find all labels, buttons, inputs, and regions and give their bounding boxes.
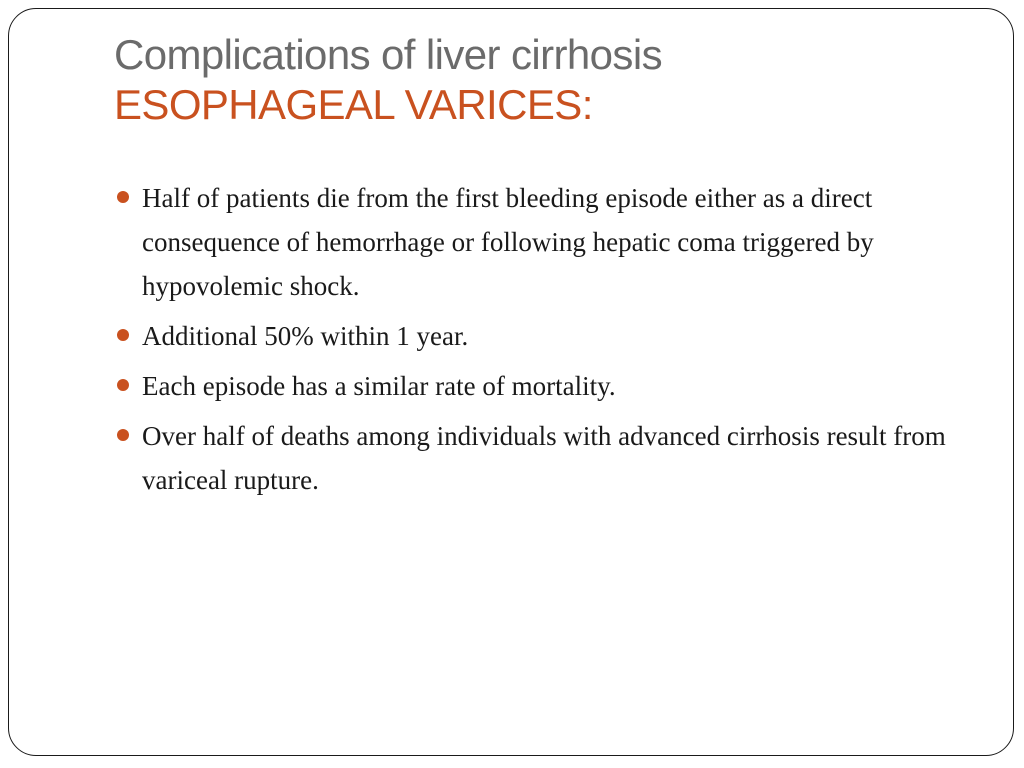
slide-title: Complications of liver cirrhosis: [114, 31, 662, 78]
bullet-item: [114, 414, 994, 502]
bullet-text: Each episode has a similar rate of mortality.: [142, 371, 616, 401]
bullet-list: [114, 176, 994, 508]
bullet-text: Half of patients die from the first bleeding episode either as a direct consequence of hemorrhage or following hepatic coma triggered by hypovolemic shock.: [142, 183, 874, 301]
slide-title-block: [114, 30, 974, 130]
slide-subtitle: ESOPHAGEAL VARICES:: [114, 81, 593, 128]
bullet-item: [114, 176, 994, 308]
bullet-text: Additional 50% within 1 year.: [142, 321, 469, 351]
bullet-item: [114, 314, 994, 358]
bullet-item: [114, 364, 994, 408]
bullet-dot-icon: [117, 379, 129, 391]
bullet-text: Over half of deaths among individuals with advanced cirrhosis result from variceal rupture.: [142, 421, 946, 495]
bullet-dot-icon: [117, 329, 129, 341]
bullet-dot-icon: [117, 191, 129, 203]
bullet-dot-icon: [117, 429, 129, 441]
